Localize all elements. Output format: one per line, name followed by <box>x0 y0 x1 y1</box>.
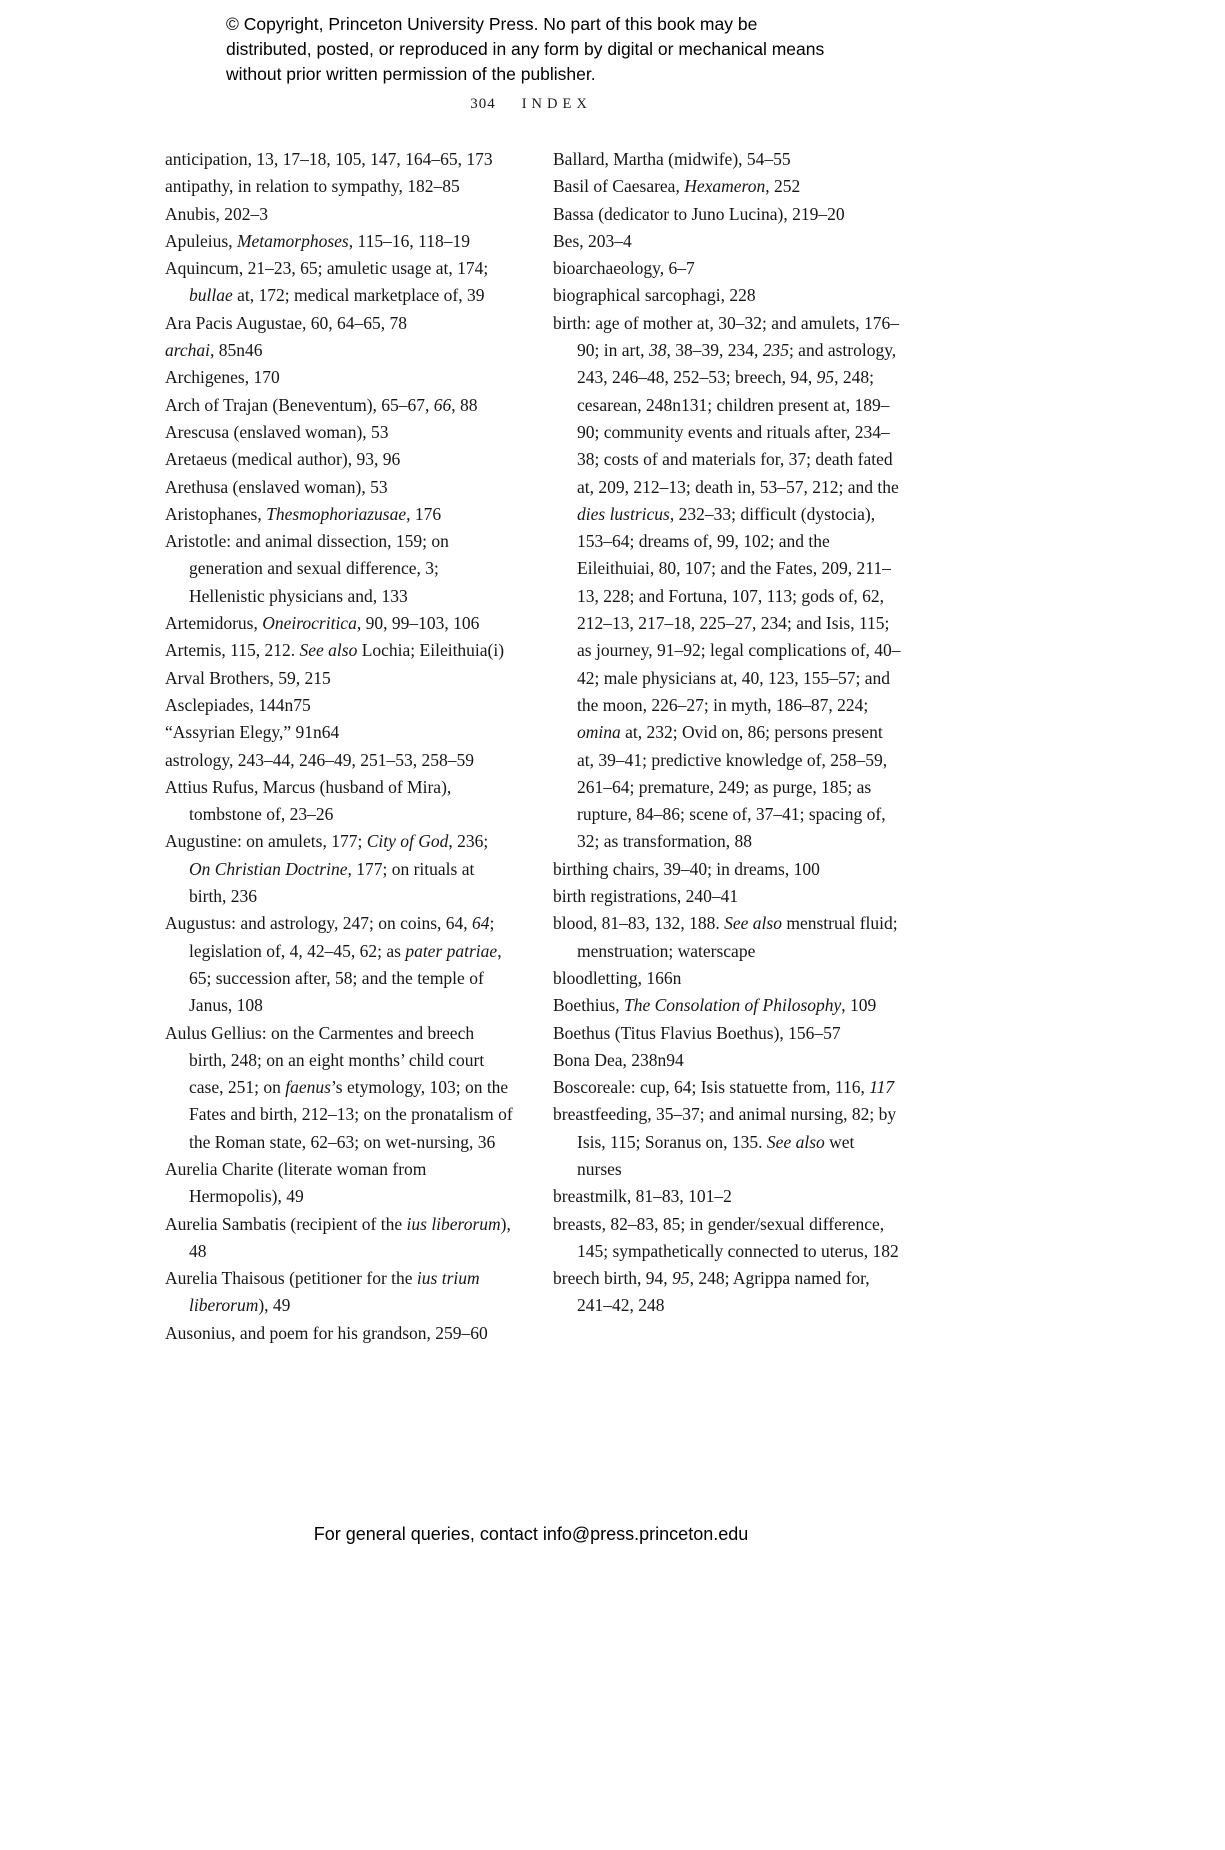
index-entry: “Assyrian Elegy,” 91n64 <box>165 722 340 743</box>
index-entry: Aurelia Sambatis (recipient of the ius liberorum), 48 <box>165 1213 511 1261</box>
index-entry: Arescusa (enslaved woman), 53 <box>165 421 389 442</box>
index-entry: astrology, 243–44, 246–49, 251–53, 258–59 <box>165 749 474 770</box>
index-entry: Aurelia Thaisous (petitioner for the ius trium liberorum), 49 <box>165 1268 480 1316</box>
index-entry: Aristotle: and animal dissection, 159; on generation and sexual difference, 3; Hellenistic physicians and, 133 <box>165 531 449 606</box>
index-entry: Aristophanes, Thesmophoriazusae, 176 <box>165 503 442 524</box>
index-entry: Basil of Caesarea, Hexameron, 252 <box>553 176 801 197</box>
index-entry: bioarchaeology, 6–7 <box>553 258 695 279</box>
index-entry: Bes, 203–4 <box>553 230 632 251</box>
index-entry: Aquincum, 21–23, 65; amuletic usage at, 174; bullae at, 172; medical marketplace of, 39 <box>165 258 489 306</box>
index-columns <box>165 146 901 1347</box>
index-entry: Artemis, 115, 212. See also Lochia; Eileithuia(i) <box>165 640 505 661</box>
index-entry: breastmilk, 81–83, 101–2 <box>553 1186 732 1207</box>
index-entry: birth: age of mother at, 30–32; and amulets, 176–90; in art, 38, 38–39, 234, 235; and astrology, 243, 246–48, 252–53; breech, 94, 95, 248; cesarean, 248n131; children present at, 189–90; community events and rituals after, 234–38; costs of and materials for, 37; death fated at, 209, 212–13; death in, 53–57, 212; and the dies lustricus, 232–33; difficult (dystocia), 153–64; dreams of, 99, 102; and the Eileithuiai, 80, 107; and the Fates, 209, 211–13, 228; and Fortuna, 107, 113; gods of, 62, 212–13, 217–18, 225–27, 234; and Isis, 115; as journey, 91–92; legal complications of, 40–42; male physicians at, 40, 123, 155–57; and the moon, 226–27; in myth, 186–87, 224; omina at, 232; Ovid on, 86; persons present at, 39–41; predictive knowledge of, 258–59, 261–64; premature, 249; as purge, 185; as rupture, 84–86; scene of, 37–41; spacing of, 32; as transformation, 88 <box>553 312 901 852</box>
index-entry: Asclepiades, 144n75 <box>165 694 311 715</box>
index-entry: Artemidorus, Oneirocritica, 90, 99–103, 106 <box>165 613 480 634</box>
footer-contact: For general queries, contact info@press.princeton.edu <box>313 1524 749 1544</box>
index-entry: Ballard, Martha (midwife), 54–55 <box>553 149 791 169</box>
index-entry: biographical sarcophagi, 228 <box>553 285 756 306</box>
page-header <box>165 96 897 113</box>
index-entry: breech birth, 94, 95, 248; Agrippa named for, 241–42, 248 <box>553 1268 870 1316</box>
index-entry: Arethusa (enslaved woman), 53 <box>165 476 388 497</box>
index-entry: blood, 81–83, 132, 188. See also menstrual fluid; menstruation; waterscape <box>553 913 898 961</box>
index-entry: Aretaeus (medical author), 93, 96 <box>165 449 401 470</box>
index-column-left <box>165 146 513 1347</box>
index-entry: Boscoreale: cup, 64; Isis statuette from, 116, 117 <box>553 1077 895 1098</box>
section-title: INDEX <box>521 96 592 112</box>
index-entry: Augustine: on amulets, 177; City of God, 236; On Christian Doctrine, 177; on rituals at birth, 236 <box>165 831 489 907</box>
index-entry: Attius Rufus, Marcus (husband of Mira), tombstone of, 23–26 <box>165 776 452 825</box>
index-entry: Arch of Trajan (Beneventum), 65–67, 66, 88 <box>165 394 478 415</box>
index-entry: Archigenes, 170 <box>165 367 280 388</box>
index-entry: birthing chairs, 39–40; in dreams, 100 <box>553 858 820 879</box>
page-number: 304 <box>470 96 496 112</box>
index-column-right <box>553 146 901 1347</box>
index-entry: Boethius, The Consolation of Philosophy, 109 <box>553 995 877 1016</box>
index-entry: Augustus: and astrology, 247; on coins, 64, 64; legislation of, 4, 42–45, 62; as pater patriae, 65; succession after, 58; and the temple of Janus, 108 <box>165 913 502 1016</box>
index-entry: breastfeeding, 35–37; and animal nursing, 82; by Isis, 115; Soranus on, 135. See also wet nurses <box>553 1104 897 1179</box>
index-entry: Bassa (dedicator to Juno Lucina), 219–20 <box>553 203 845 224</box>
index-entry: antipathy, in relation to sympathy, 182–85 <box>165 176 460 197</box>
index-entry: Anubis, 202–3 <box>165 203 269 224</box>
index-entry: Arval Brothers, 59, 215 <box>165 667 331 688</box>
copyright-notice: © Copyright, Princeton University Press. No part of this book may be distributed, posted, or reproduced in any form by digital or mechanical means without prior written permission of the publisher. <box>226 14 825 84</box>
index-entry: Aulus Gellius: on the Carmentes and breech birth, 248; on an eight months’ child court case, 251; on faenus’s etymology, 103; on the Fates and birth, 212–13; on the pronatalism of the Roman state, 62–63; on wet-nursing, 36 <box>165 1022 513 1152</box>
index-entry: Bona Dea, 238n94 <box>553 1049 684 1070</box>
index-entry: Apuleius, Metamorphoses, 115–16, 118–19 <box>165 230 470 251</box>
index-entry: Aurelia Charite (literate woman from Hermopolis), 49 <box>165 1158 427 1207</box>
index-entry: bloodletting, 166n <box>553 967 682 988</box>
index-entry: archai, 85n46 <box>165 340 263 361</box>
index-entry: birth registrations, 240–41 <box>553 886 739 907</box>
index-entry: anticipation, 13, 17–18, 105, 147, 164–65, 173 <box>165 149 493 169</box>
index-entry: breasts, 82–83, 85; in gender/sexual difference, 145; sympathetically connected to uterus, 182 <box>553 1213 899 1261</box>
index-entry: Ara Pacis Augustae, 60, 64–65, 78 <box>165 312 408 333</box>
index-entry: Ausonius, and poem for his grandson, 259–60 <box>165 1322 488 1343</box>
index-entry: Boethus (Titus Flavius Boethus), 156–57 <box>553 1022 841 1043</box>
